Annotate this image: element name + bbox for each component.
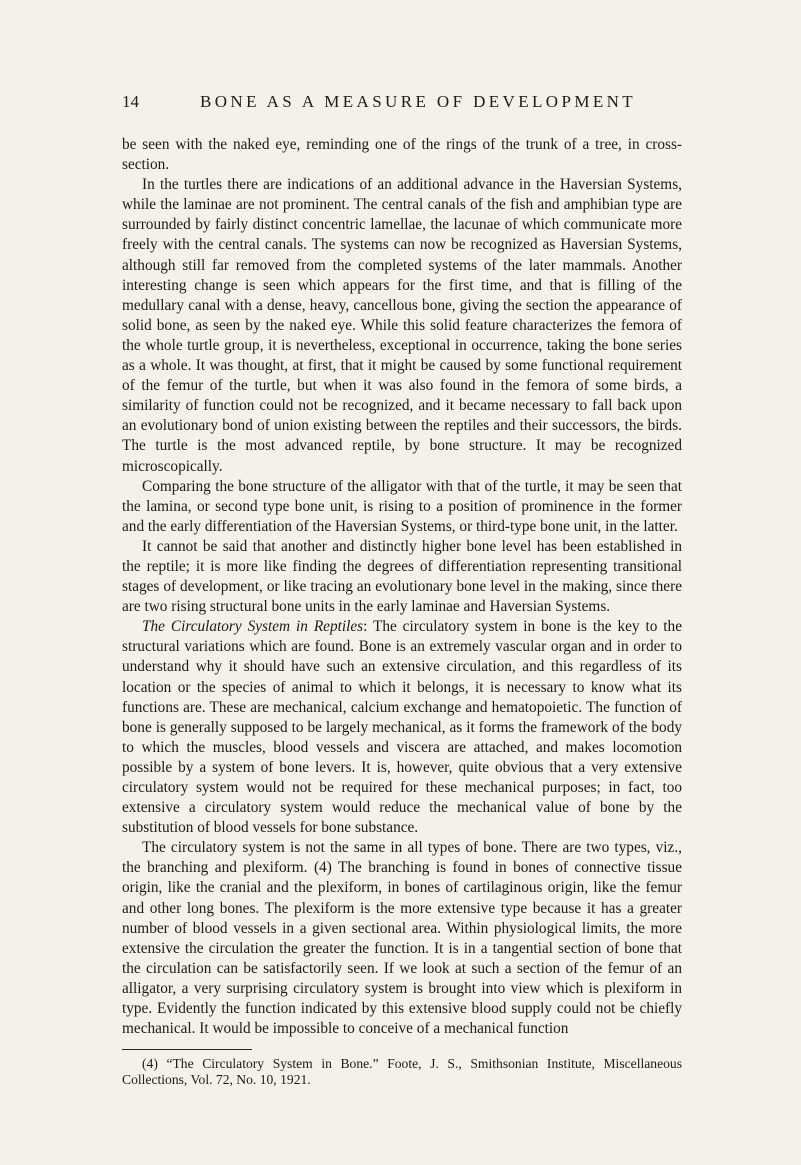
paragraph-bone-level: It cannot be said that another and distinctly higher bone level has been established in the reptile; it is more like finding the degrees of differentiation representing transitional stages of development, or like tracing an evolutionary bone level in the making, since there are two rising structural bone units in the early laminae and Haversian Systems. <box>122 537 682 616</box>
paragraph-circulatory-text: : The circulatory system in bone is the key to the structural variations which are found. Bone is an extremely vascular organ and in order to understand why it should have such an extensive circulation, and this regardless of its location or the species of animal to which it belongs, it is necessary to know what its functions are. These are mechanical, calcium exchange and hematopoietic. The function of bone is generally supposed to be largely mechanical, as it forms the framework of the body to which the muscles, blood vessels and viscera are attached, and makes locomotion possible by a system of bone levers. It is, however, quite obvious that a very extensive circulatory system would not be required for these mechanical purposes; in fact, too extensive a circulatory system would reduce the mechanical value of bone by the substitution of blood vessels for bone substance. <box>122 618 682 837</box>
page-header <box>122 92 682 120</box>
paragraph-circulatory-system <box>122 617 682 838</box>
document-page <box>122 92 682 1088</box>
page-number: 14 <box>122 92 139 111</box>
paragraph-turtles: In the turtles there are indications of an additional advance in the Haversian Systems, while the laminae are not prominent. The central canals of the fish and amphibian type are surrounded by fairly distinct concentric lamellae, the lacunae of which communicate more freely with the central canals. The systems can now be recognized as Haversian Systems, although still far removed from the completed systems of the later mammals. Another interesting change is seen which appears for the first time, and that is filling of the medullary canal with a dense, heavy, cancellous bone, giving the section the appearance of solid bone, as seen by the naked eye. While this solid feature characterizes the femora of the whole turtle group, it is nevertheless, exceptional in occurrence, taking the bone series as a whole. It was thought, at first, that it might be caused by some functional requirement of the femur of the turtle, but when it was also found in the femora of some birds, a similarity of function could not be recognized, and it became necessary to fall back upon an evolutionary bond of union existing between the reptiles and their successors, the birds. The turtle is the most advanced reptile, by bone structure. It may be recognized microscopically. <box>122 176 682 475</box>
paragraph-alligator-comparison: Comparing the bone structure of the alligator with that of the turtle, it may be seen that the lamina, or second type bone unit, is rising to a position of prominence in the former and the early differentiation of the Haversian Systems, or third-type bone unit, in the latter. <box>122 477 682 535</box>
paragraph-circulation-types: The circulatory system is not the same in all types of bone. There are two types, viz., the branching and plexiform. (4) The branching is found in bones of connective tissue origin, like the cranial and the plexiform, in bones of cartilaginous origin, like the femur and other long bones. The plexiform is the more extensive type because it has a greater number of blood vessels in a given sectional area. Within physiological limits, the more extensive the circulation the greater the function. It is in a tangential section of bone that the circulation can be satisfactorily seen. If we look at such a section of the femur of an alligator, a very surprising circulatory system is brought into view which is plexiform in type. Evidently the function indicated by this extensive blood supply could not be chiefly mechanical. It would be impossible to conceive of a mechanical function <box>122 839 682 1038</box>
body-text <box>122 135 682 1039</box>
footnote: (4) “The Circulatory System in Bone.” Foote, J. S., Smithsonian Institute, Miscellaneous Collections, Vol. 72, No. 10, 1921. <box>122 1056 682 1088</box>
paragraph-continuation: be seen with the naked eye, reminding one of the rings of the trunk of a tree, in cross-section. <box>122 136 682 174</box>
footnote-divider <box>122 1049 252 1050</box>
section-heading: The Circulatory System in Reptiles <box>142 618 364 636</box>
running-head: BONE AS A MEASURE OF DEVELOPMENT <box>200 92 637 111</box>
